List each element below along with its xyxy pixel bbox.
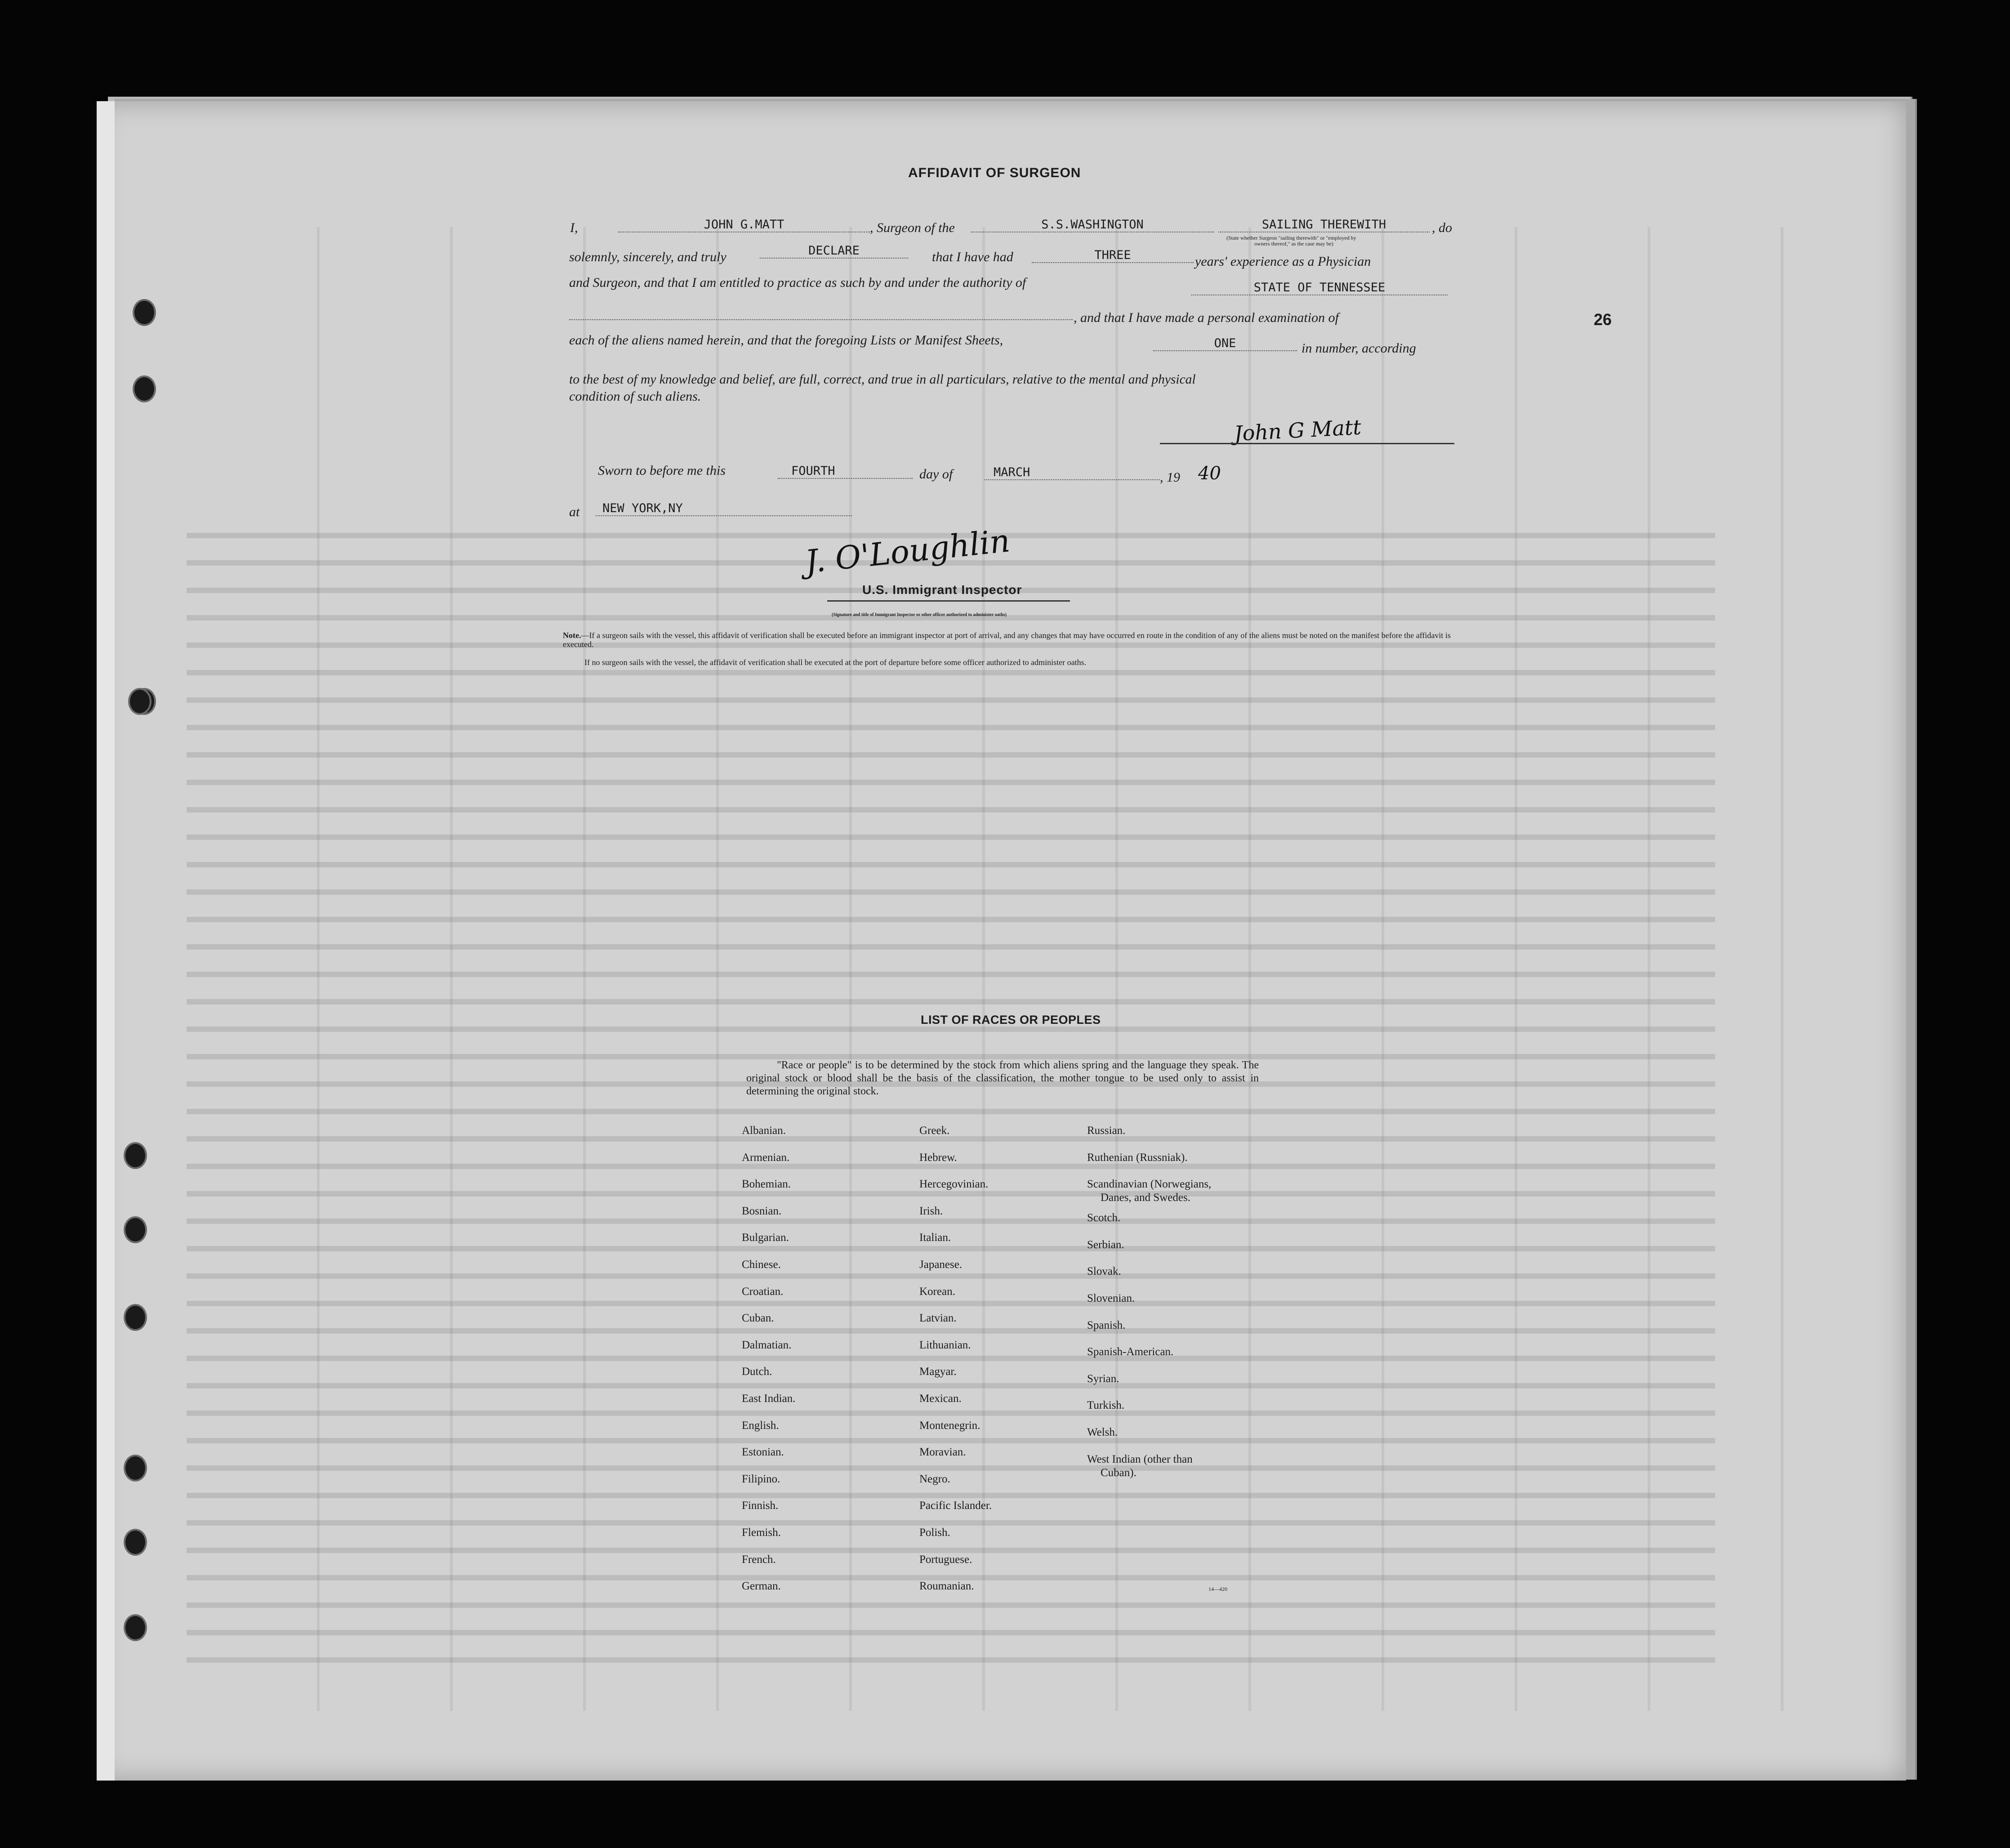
race-item: Pacific Islander.: [919, 1500, 992, 1512]
races-title: LIST OF RACES OR PEOPLES: [921, 1013, 1101, 1027]
race-item: Croatian.: [742, 1285, 784, 1298]
status-note-line1: (State whether Surgeon "sailing therewith" or "employed by: [1226, 235, 1356, 241]
races-column-2: [919, 1117, 992, 1600]
inspector-title: U.S. Immigrant Inspector: [862, 583, 1022, 597]
race-item: German.: [742, 1580, 781, 1593]
note-text: —If a surgeon sails with the vessel, this affidavit of verification shall be executed before an immigrant inspector at port of arrival, and any changes that may have occurred en route in the condition of any of the aliens must be noted on the manifest before the affidavit is executed.: [563, 631, 1451, 649]
race-item: Slovenian.: [1087, 1292, 1135, 1304]
text-solemnly: solemnly, sincerely, and truly: [569, 250, 726, 264]
text-do: , do: [1432, 220, 1452, 235]
status-note-line2: owners thereof," as the case may be): [1254, 241, 1333, 247]
binder-hole: [124, 1455, 147, 1482]
binder-hole: [124, 1614, 147, 1641]
binder-hole: [133, 299, 156, 326]
declare-field: DECLARE: [760, 244, 908, 259]
text-condition: condition of such aliens.: [569, 389, 701, 404]
race-item: Mexican.: [919, 1392, 962, 1405]
race-item: Scandinavian (Norwegians,: [1087, 1178, 1212, 1191]
race-item: French.: [742, 1553, 776, 1566]
text-each-alien: each of the aliens named herein, and that the foregoing Lists or Manifest Sheets,: [569, 333, 1003, 348]
race-item: Syrian.: [1087, 1372, 1119, 1385]
text-surgeon-of: , Surgeon of the: [870, 220, 955, 235]
race-item: East Indian.: [742, 1392, 796, 1405]
binder-hole: [124, 1216, 147, 1243]
text-years-experience: years' experience as a Physician: [1195, 254, 1371, 269]
races-column-3: [1087, 1117, 1211, 1480]
race-item: Latvian.: [919, 1312, 957, 1325]
race-item: Slovak.: [1087, 1265, 1121, 1278]
race-item: Armenian.: [742, 1151, 790, 1164]
binder-hole: [133, 375, 156, 402]
race-item: Welsh.: [1087, 1426, 1118, 1438]
races-column-1: [742, 1117, 795, 1600]
binder-hole: [124, 1142, 147, 1169]
race-item: Dutch.: [742, 1366, 772, 1378]
race-item: Finnish.: [742, 1500, 779, 1512]
text-in-number: in number, according: [1301, 341, 1416, 356]
years-field: THREE: [1032, 248, 1194, 263]
race-item: Russian.: [1087, 1125, 1126, 1137]
race-item: Hercegovinian.: [919, 1178, 989, 1191]
race-item: Ruthenian (Russniak).: [1087, 1151, 1188, 1164]
race-item: Italian.: [919, 1232, 951, 1244]
sworn-year-handwritten: 40: [1198, 463, 1221, 484]
race-item: West Indian (other than: [1087, 1453, 1193, 1465]
text-have-had: that I have had: [932, 250, 1013, 264]
text-i: I,: [570, 220, 578, 235]
race-item: Bohemian.: [742, 1178, 791, 1191]
surgeon-signature: John G Matt: [1233, 415, 1362, 446]
surgeon-name-field: JOHN G.MATT: [618, 218, 870, 232]
text-day-of: day of: [919, 467, 953, 482]
affidavit-title: AFFIDAVIT OF SURGEON: [908, 165, 1081, 180]
race-item: Scotch.: [1087, 1212, 1121, 1224]
race-item: Serbian.: [1087, 1238, 1124, 1251]
binder-hole: [124, 1304, 147, 1331]
form-number: 14—420: [1208, 1586, 1227, 1592]
race-item: Chinese.: [742, 1258, 781, 1271]
race-item: Albanian.: [742, 1125, 786, 1137]
race-item: Hebrew.: [919, 1151, 957, 1164]
note-label: Note.: [563, 631, 581, 640]
race-item: Filipino.: [742, 1473, 780, 1485]
binder-hole: [124, 1529, 147, 1556]
affidavit-note: [563, 631, 1466, 649]
race-item: Turkish.: [1087, 1399, 1125, 1412]
inspector-signature-line: [827, 600, 1070, 602]
race-item: Danes, and Swedes.: [1101, 1192, 1190, 1204]
text-best-knowledge: to the best of my knowledge and belief, are full, correct, and true in all particulars, relative to the mental and physical: [569, 372, 1196, 387]
race-item: Polish.: [919, 1526, 950, 1539]
sheets-count-field: ONE: [1153, 336, 1297, 351]
race-item: Portuguese.: [919, 1553, 972, 1566]
race-item: Greek.: [919, 1125, 950, 1137]
sworn-place-field: NEW YORK,NY: [596, 501, 852, 516]
binder-hole: [128, 688, 152, 715]
race-item: Cuban).: [1101, 1466, 1136, 1479]
authority-continued-field: [569, 306, 1073, 320]
manifest-page: [97, 101, 1906, 1781]
race-item: Flemish.: [742, 1526, 781, 1539]
page-margin-band: [97, 101, 115, 1781]
race-item: Bosnian.: [742, 1205, 782, 1217]
race-item: Dalmatian.: [742, 1339, 792, 1351]
race-item: Spanish.: [1087, 1319, 1126, 1331]
race-item: Roumanian.: [919, 1580, 974, 1593]
race-item: Magyar.: [919, 1366, 957, 1378]
race-item: Bulgarian.: [742, 1232, 789, 1244]
surgeon-status-field: SAILING THEREWITH: [1218, 218, 1430, 232]
affidavit-note-2: If no surgeon sails with the vessel, the affidavit of verification shall be executed at the port of departure before some officer authorized to administer oaths.: [584, 658, 1087, 667]
race-item: Lithuanian.: [919, 1339, 971, 1351]
races-description: "Race or people" is to be determined by the stock from which aliens spring and the language they speak. The original stock or blood shall be the basis of the classification, the mother tongue to be used only to assist in determining the original stock.: [746, 1059, 1259, 1097]
race-item: Irish.: [919, 1205, 943, 1217]
race-item: Montenegrin.: [919, 1419, 980, 1432]
text-year-prefix: , 19: [1160, 470, 1180, 485]
text-personal-exam: , and that I have made a personal examination of: [1074, 310, 1339, 325]
race-item: Cuban.: [742, 1312, 774, 1325]
margin-page-number: 26: [1594, 310, 1612, 329]
inspector-signature: J. O'Loughlin: [803, 522, 1012, 580]
inspector-caption: (Signature and title of Immigrant Inspector or other officer authorized to administer oaths): [832, 612, 1007, 617]
race-item: Negro.: [919, 1473, 950, 1485]
race-item: Estonian.: [742, 1446, 784, 1459]
text-and-surgeon: and Surgeon, and that I am entitled to practice as such by and under the authority of: [569, 275, 1026, 290]
sworn-day-field: FOURTH: [778, 464, 913, 479]
surgeon-signature-line: [1160, 443, 1454, 444]
race-item: Spanish-American.: [1087, 1346, 1174, 1358]
race-item: Japanese.: [919, 1258, 963, 1271]
race-item: Moravian.: [919, 1446, 966, 1459]
race-item: Korean.: [919, 1285, 955, 1298]
race-item: English.: [742, 1419, 779, 1432]
text-at: at: [569, 504, 580, 519]
sworn-month-field: MARCH: [985, 465, 1160, 480]
authority-field: STATE OF TENNESSEE: [1191, 281, 1448, 295]
text-sworn: Sworn to before me this: [598, 463, 726, 478]
ship-name-field: S.S.WASHINGTON: [971, 218, 1214, 232]
